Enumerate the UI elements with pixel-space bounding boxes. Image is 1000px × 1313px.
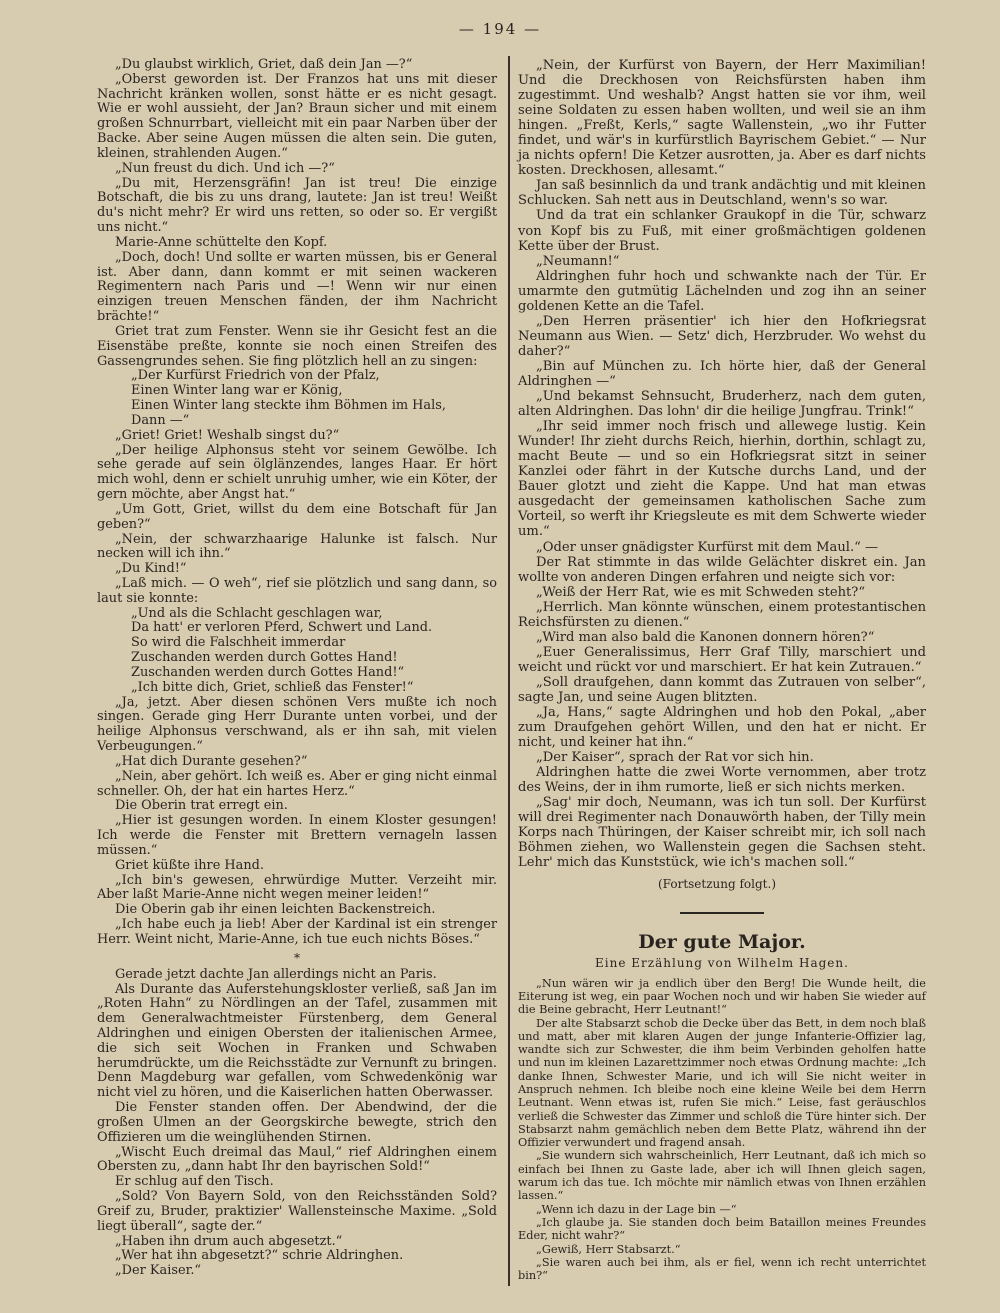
paragraph: Und da trat ein schlanker Graukopf in die Tür, schwarz von Kopf bis zu Fuß, mit einer großmächtigen goldenen Kette über der Brust. [518, 208, 926, 254]
paragraph: „Griet! Griet! Weshalb singst du?“ [115, 427, 340, 443]
story-paragraph: „Wenn ich dazu in der Lage bin —“ [536, 1202, 737, 1216]
story-paragraph: Der alte Stabsarzt schob die Decke über das Bett, in dem noch blaß und matt, aber mit klaren Augen der junge Infanterie-Offizier lag, wandte sich zur Schwester, die ihm beim Verbinden geholfen hatte und nun im kleinen Lazarettzimmer noch etwas Ordnung machte: „Ich danke Ihnen, Schwester Marie, und ich will Sie nicht weiter in Anspruch nehmen. Ich bleibe noch eine kleine Weile bei dem Herrn Leutnant. Wenn etwas ist, rufen Sie mich.“ Leise, fast geräuschlos verließ die Schwester das Zimmer und schloß die Türe hinter sich. Der Stabsarzt nahm gemächlich neben dem Bette Platz, während ihn der Offizier verwundert und fragend ansah. [518, 1016, 926, 1150]
verse-line: Einen Winter lang war er König, [131, 383, 343, 399]
paragraph: „Und bekamst Sehnsucht, Bruderherz, nach dem guten, alten Aldringhen. Das lohn' dir die heilige Jungfrau. Trink!“ [518, 389, 926, 420]
paragraph: Aldringhen hatte die zwei Worte vernommen, aber trotz des Weins, der in ihm rumorte, ließ er sich nichts merken. [518, 765, 926, 796]
paragraph: „Wird man also bald die Kanonen donnern hören?“ [536, 629, 875, 645]
verse-line: Einen Winter lang steckte ihm Böhmen im Hals, [131, 398, 446, 414]
paragraph: „Wer hat ihn abgesetzt?“ schrie Aldringhen. [115, 1248, 404, 1264]
verse-line: „Ich bitte dich, Griet, schließ das Fenster!“ [131, 679, 414, 695]
story-byline: Eine Erzählung von Wilhelm Hagen. [595, 955, 849, 970]
section-break: * [294, 950, 300, 965]
paragraph: „Haben ihn drum auch abgesetzt.“ [115, 1233, 343, 1249]
paragraph: „Oberst geworden ist. Der Franzos hat uns mit dieser Nachricht kränken wollen, sonst hätte er es nicht gesagt. Wie er wohl aussieht, der Jan? Braun sicher und mit einem großen Schnurrbart, vielleicht mit ein paar Narben über der Backe. Aber seine Augen müssen die alten sein. Die guten, kleinen, strahlenden Augen.“ [97, 71, 497, 161]
paragraph: „Der Kaiser.“ [115, 1263, 202, 1279]
verse-line: Dann —“ [131, 412, 190, 428]
paragraph: „Euer Generalissimus, Herr Graf Tilly, marschiert und weicht und rückt vor und marschiert. Er hat kein Zutrauen.“ [518, 644, 926, 675]
paragraph: „Du mit, Herzensgräfin! Jan ist treu! Die einzige Botschaft, die bis zu uns drang, lautete: Jan ist treu! Weißt du's nicht mehr? Er wird uns retten, so oder so. Er vergißt uns nicht.“ [97, 175, 497, 236]
left-column [97, 58, 497, 1279]
continuation-note: (Fortsetzung folgt.) [658, 876, 776, 891]
story-paragraph: „Sie wundern sich wahrscheinlich, Herr Leutnant, daß ich mich so einfach bei Ihnen zu Gaste lade, aber ich will Ihnen gleich sagen, warum ich das tue. Ich möchte mir nämlich etwas von Ihnen erzählen lassen.“ [518, 1149, 926, 1203]
paragraph: „Ich bin's gewesen, ehrwürdige Mutter. Verzeiht mir. Aber laßt Marie-Anne nicht wegen meiner leiden!“ [97, 872, 497, 903]
paragraph: Griet trat zum Fenster. Wenn sie ihr Gesicht fest an die Eisenstäbe preßte, konnte sie noch einen Streifen des Gassengrundes sehen. Sie fing plötzlich hell an zu singen: [97, 323, 497, 369]
page-number: — 194 — [458, 20, 542, 38]
paragraph: Der Rat stimmte in das wilde Gelächter diskret ein. Jan wollte von anderen Dingen erfahren und neigte sich vor: [518, 554, 926, 585]
paragraph: „Du Kind!“ [115, 561, 187, 577]
paragraph: „Nun freust du dich. Und ich —?“ [115, 160, 335, 176]
paragraph: „Der heilige Alphonsus steht vor seinem Gewölbe. Ich sehe gerade auf sein ölglänzendes, langes Haar. Er hört mich wohl, denn er schielt unruhig umher, wie ein Köter, der gern möchte, aber Angst hat.“ [97, 442, 497, 503]
paragraph: „Ihr seid immer noch frisch und allewege lustig. Kein Wunder! Ihr zieht durchs Reich, hierhin, dorthin, schlagt zu, macht Beute — und so ein Hofkriegsrat sitzt in seiner Kanzlei oder fährt in der Kutsche durchs Land, und der Bauer glotzt und zieht die Kappe. Und hat man etwas ausgedacht der gemeinsamen katholischen Sache zum Vorteil, so werft ihr Kriegsleute es mit dem Schwerte wieder um.“ [518, 419, 926, 540]
paragraph: „Herrlich. Man könnte wünschen, einem protestantischen Reichsfürsten zu dienen.“ [518, 599, 926, 630]
paragraph: Er schlug auf den Tisch. [115, 1174, 274, 1190]
story-paragraph: „Sie waren auch bei ihm, als er fiel, wenn ich recht unterrichtet bin?“ [518, 1255, 926, 1283]
paragraph: „Du glaubst wirklich, Griet, daß dein Jan —?“ [115, 57, 413, 72]
verse-line: Zuschanden werden durch Gottes Hand!“ [131, 664, 405, 680]
paragraph: „Wischt Euch dreimal das Maul,“ rief Aldringhen einem Obersten zu, „dann habt Ihr den bayrischen Sold!“ [97, 1144, 497, 1175]
story-paragraph: „Nun wären wir ja endlich über den Berg! Die Wunde heilt, die Eiterung ist weg, ein paar Wochen noch und wir haben Sie wieder auf die Beine gebracht, Herr Leutnant!“ [518, 976, 926, 1017]
paragraph: „Soll draufgehen, dann kommt das Zutrauen von selber“, sagte Jan, und seine Augen blitzten. [518, 674, 926, 705]
story-title: Der gute Major. [638, 930, 806, 953]
paragraph: „Neumann!“ [536, 253, 620, 269]
paragraph: „Sag' mir doch, Neumann, was ich tun soll. Der Kurfürst will drei Regimenter nach Donauwörth haben, der Tilly mein Korps nach Thüringen, der Kaiser schreibt mir, ich soll nach Böhmen ziehen, wo Wallenstein gegen die Sachsen steht. Lehr' mich das Kunststück, wie ich's machen soll.“ [518, 795, 926, 871]
column-divider [508, 56, 510, 1286]
paragraph: Marie-Anne schüttelte den Kopf. [115, 234, 328, 250]
paragraph: Aldringhen fuhr hoch und schwankte nach der Tür. Er umarmte den gutmütig Lächelnden und zog ihn an seiner goldenen Kette an die Tafel. [518, 268, 926, 314]
story-body [518, 977, 926, 1283]
paragraph: „Ja, Hans,“ sagte Aldringhen und hob den Pokal, „aber zum Draufgehen gehört Willen, und den hat er nicht. Er nicht, und keiner hat ihn.“ [518, 705, 926, 751]
paragraph: Gerade jetzt dachte Jan allerdings nicht an Paris. [115, 966, 437, 982]
paragraph: Die Oberin trat erregt ein. [115, 798, 288, 814]
paragraph: „Nein, der schwarzhaarige Halunke ist falsch. Nur necken will ich ihn.“ [97, 531, 497, 562]
paragraph: „Weiß der Herr Rat, wie es mit Schweden steht?“ [536, 584, 866, 600]
paragraph: „Nein, aber gehört. Ich weiß es. Aber er ging nicht einmal schneller. Oh, der hat ein hartes Herz.“ [97, 768, 497, 799]
paragraph: „Doch, doch! Und sollte er warten müssen, bis er General ist. Aber dann, dann kommt er mit seinen wackeren Regimentern nach Paris und —! Wenn wir nur einen einzigen treuen Menschen fänden, der ihm Nachricht brächte!“ [97, 249, 497, 325]
paragraph: „Den Herren präsentier' ich hier den Hofkriegsrat Neumann aus Wien. — Setz' dich, Herzbruder. Wo wehst du daher?“ [518, 313, 926, 359]
paragraph: Die Oberin gab ihr einen leichten Backenstreich. [115, 902, 436, 918]
story-paragraph: „Gewiß, Herr Stabsarzt.“ [536, 1242, 681, 1256]
paragraph: „Nein, der Kurfürst von Bayern, der Herr Maximilian! Und die Dreckhosen von Reichsfürsten haben ihm zugestimmt. Und weshalb? Angst hatten sie vor ihm, weil seine Soldaten zu essen haben wollten, und weil sie an ihm hingen. „Freßt, Kerls,“ sagte Wallenstein, „wo ihr Futter findet, und wär's in kurfürstlich Bayrischem Gebiet.“ — Nur ja nichts opfern! Die Ketzer ausrotten, ja. Aber es darf nichts kosten. Dreckhosen, allesamt.“ [518, 58, 926, 179]
serial-continuation [518, 58, 926, 871]
story-paragraph: „Ich glaube ja. Sie standen doch beim Bataillon meines Freundes Eder, nicht wahr?“ [518, 1215, 926, 1243]
paragraph: „Bin auf München zu. Ich hörte hier, daß der General Aldringhen —“ [518, 358, 926, 389]
paragraph: Als Durante das Auferstehungskloster verließ, saß Jan im „Roten Hahn“ zu Nördlingen an der Tafel, zusammen mit dem Generalwachtmeister Fürstenberg, dem General Aldringhen und einigen Obersten der italienischen Armee, die sich seit Wochen in Franken und Schwaben herumdrückte, um die Reichsstädte zur Vernunft zu bringen. Denn Magdeburg war gefallen, vom Schwedenkönig war nicht viel zu hören, und die Kaiserlichen hatten Oberwasser. [97, 981, 497, 1101]
verse-line: Da hatt' er verloren Pferd, Schwert und Land. [131, 620, 433, 636]
paragraph: „Hat dich Durante gesehen?“ [115, 753, 308, 769]
paragraph: „Laß mich. — O weh“, rief sie plötzlich und sang dann, so laut sie konnte: [97, 575, 497, 606]
paragraph: Griet küßte ihre Hand. [115, 857, 265, 873]
paragraph: „Oder unser gnädigster Kurfürst mit dem Maul.“ — [536, 539, 879, 555]
right-column [518, 58, 926, 1282]
paragraph: „Hier ist gesungen worden. In einem Kloster gesungen! Ich werde die Fenster mit Brettern vernageln lassen müssen.“ [97, 813, 497, 858]
story-separator [680, 912, 764, 914]
paragraph: „Ja, jetzt. Aber diesen schönen Vers mußte ich noch singen. Gerade ging Herr Durante unten vorbei, und der heilige Alphonsus verschwand, als er ihn sah, mit vielen Verbeugungen.“ [97, 694, 497, 755]
paragraph: Jan saß besinnlich da und trank andächtig und mit kleinen Schlucken. Sah nett aus in Deutschland, wenn's so war. [518, 178, 926, 209]
paragraph: „Sold? Von Bayern Sold, von den Reichsständen Sold? Greif zu, Bruder, praktizier' Wallensteinsche Maxime. „Sold liegt überall“, sagte der.“ [97, 1189, 497, 1234]
verse-line: „Und als die Schlacht geschlagen war, [131, 605, 383, 621]
paragraph: „Um Gott, Griet, willst du dem eine Botschaft für Jan geben?“ [97, 501, 497, 532]
paragraph: „Der Kaiser“, sprach der Rat vor sich hin. [536, 750, 814, 766]
verse-line: Zuschanden werden durch Gottes Hand! [131, 650, 398, 666]
verse-line: So wird die Falschheit immerdar [131, 635, 346, 651]
paragraph: „Ich habe euch ja lieb! Aber der Kardinal ist ein strenger Herr. Weint nicht, Marie-Anne, ich tue euch nichts Böses.“ [97, 917, 497, 947]
paragraph: Die Fenster standen offen. Der Abendwind, der die großen Ulmen an der Georgskirche bewegte, strich den Offizieren um die weinglühenden Stirnen. [97, 1100, 497, 1145]
verse-line: „Der Kurfürst Friedrich von der Pfalz, [131, 368, 380, 384]
